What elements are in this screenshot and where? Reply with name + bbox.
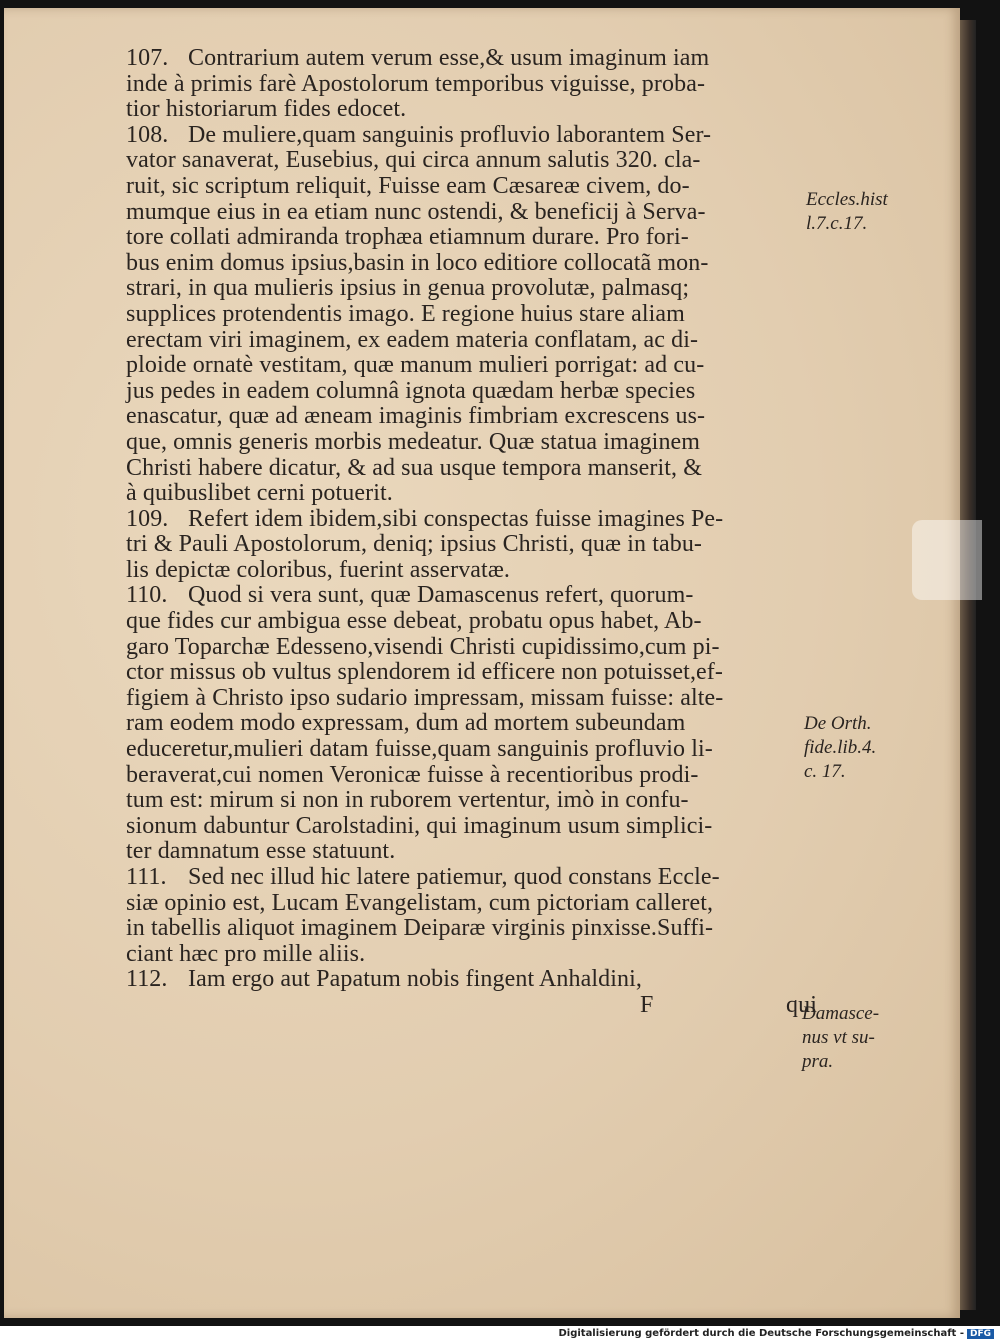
text-line: jus pedes in eadem columnâ ignota quædam herbæ species — [126, 377, 696, 404]
text-line: in tabellis aliquot imaginem Deiparæ virginis pinxisse.Suffi- — [126, 915, 714, 942]
main-text — [126, 46, 816, 1019]
text-line: figiem à Christo ipso sudario impressam, missam fuisse: alte- — [126, 684, 724, 711]
signature-mark: F — [640, 991, 654, 1018]
text-line: que fides cur ambigua esse debeat, probatu opus habet, Ab- — [126, 608, 702, 635]
text-line: 108. De muliere,quam sanguinis profluvio laborantem Ser- — [126, 121, 712, 148]
text-line: 111. Sed nec illud hic latere patiemur, quod constans Eccle- — [126, 864, 720, 890]
text-line: inde à primis farè Apostolorum temporibus viguisse, proba- — [126, 70, 706, 97]
footer-text: Digitalisierung gefördert durch die Deutsche Forschungsgemeinschaft - — [558, 1328, 964, 1339]
digitization-footer — [558, 1328, 994, 1339]
signature-line — [126, 993, 816, 1019]
text-line: enascatur, quæ ad æneam imaginis fimbriam excrescens us- — [126, 403, 706, 430]
text-line: lis depictæ coloribus, fuerint asservatæ. — [126, 556, 511, 583]
text-line: tum est: mirum si non in ruborem vertentur, imò in confu- — [126, 787, 689, 814]
text-line: sionum dabuntur Carolstadini, qui imaginum usum simplici- — [126, 812, 713, 839]
text-line: ram eodem modo expressam, dum ad mortem subeundam — [126, 710, 686, 737]
text-line: garo Toparchæ Edesseno,visendi Christi cupidissimo,cum pi- — [126, 633, 720, 660]
marginal-note-eusebius: Eccles.hist l.7.c.17. — [806, 189, 888, 234]
text-line: 107. Contrarium autem verum esse,& usum imaginum iam — [126, 45, 710, 71]
text-line: siæ opinio est, Lucam Evangelistam, cum pictoriam calleret, — [126, 889, 714, 916]
text-line: à quibuslibet cerni potuerit. — [126, 480, 393, 507]
text-line: que, omnis generis morbis medeatur. Quæ statua imaginem — [126, 428, 701, 455]
marginal-note-damascenus-supra: Damasce- nus vt su- pra. — [802, 1003, 880, 1072]
paragraph-number: 107. — [126, 45, 169, 71]
marginal-note-damascenus: De Orth. fide.lib.4. c. 17. — [804, 713, 877, 782]
text-line: educeretur,mulieri datam fuisse,quam sanguinis profluvio li- — [126, 736, 713, 763]
paragraph-number: 110. — [126, 582, 168, 609]
scanner-clip — [912, 520, 982, 600]
text-line: vator sanaverat, Eusebius, qui circa annum salutis 320. cla- — [126, 147, 701, 174]
text-line: supplices protendentis imago. E regione huius stare aliam — [126, 300, 685, 327]
paragraph-number: 112. — [126, 966, 168, 993]
text-line: strari, in qua mulieris ipsius in genua provolutæ, palmasq; — [126, 275, 690, 302]
paragraph-number: 109. — [126, 505, 169, 532]
catchword: qui — [786, 991, 817, 1018]
text-line: tior historiarum fides edocet. — [126, 96, 407, 123]
text-line: mumque eius in ea etiam nunc ostendi, & beneficij à Serva- — [126, 198, 706, 225]
dfg-logo-icon: DFG — [967, 1329, 994, 1339]
text-line: 112. Iam ergo aut Papatum nobis fingent Anhaldini, — [126, 966, 642, 993]
text-line: beraverat,cui nomen Veronicæ fuisse à recentioribus prodi- — [126, 761, 699, 788]
text-line: 110. Quod si vera sunt, quæ Damascenus refert, quorum- — [126, 582, 694, 609]
paragraph-number: 111. — [126, 864, 167, 890]
text-line: ter damnatum esse statuunt. — [126, 838, 396, 865]
text-line: ploide ornatè vestitam, quæ manum mulieri porrigat: ad cu- — [126, 352, 705, 379]
text-line: tore collati admiranda trophæa etiamnum durare. Pro fori- — [126, 224, 689, 251]
text-line: ctor missus ob vultus splendorem id efficere non potuisset,ef- — [126, 659, 723, 686]
text-line: ruit, sic scriptum reliquit, Fuisse eam Cæsareæ civem, do- — [126, 172, 690, 199]
page-edge — [960, 20, 976, 1310]
text-line: 109. Refert idem ibidem,sibi conspectas fuisse imagines Pe- — [126, 505, 724, 532]
text-line: tri & Pauli Apostolorum, deniq; ipsius Christi, quæ in tabu- — [126, 531, 703, 558]
paragraph-number: 108. — [126, 121, 169, 148]
text-line: bus enim domus ipsius,basin in loco editiore collocatã mon- — [126, 249, 709, 276]
text-line: ciant hæc pro mille aliis. — [126, 940, 366, 967]
text-line: Christi habere dicatur, & ad sua usque tempora manserit, & — [126, 454, 703, 481]
text-line: erectam viri imaginem, ex eadem materia conflatam, ac di- — [126, 326, 699, 353]
